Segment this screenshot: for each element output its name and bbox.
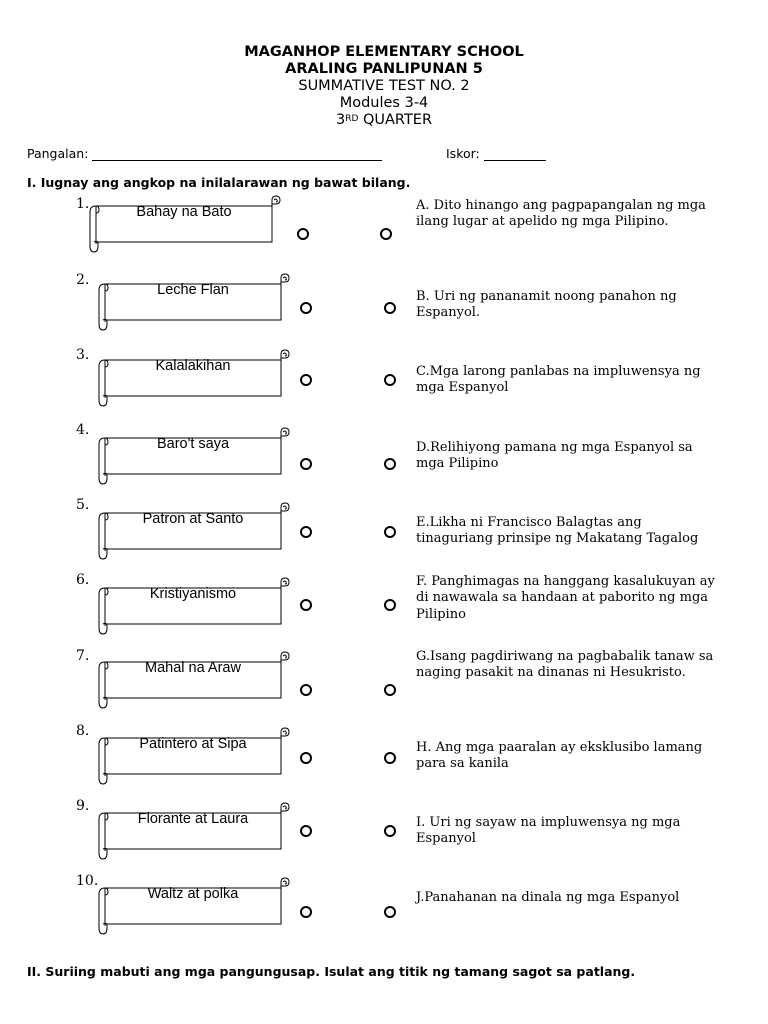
score-field: Iskor: <box>446 146 546 161</box>
part1-instruction: I. Iugnay ang angkop na inilalarawan ng bawat bilang. <box>27 175 411 190</box>
match-dot-left[interactable] <box>300 825 312 837</box>
modules-label: Modules 3-4 <box>339 95 429 111</box>
answer-choice: J.Panahanan na dinala ng mga Espanyol <box>416 890 680 905</box>
item-label: Mahal na Araw <box>145 660 241 676</box>
answer-choice: B. Uri ng pananamit noong panahon ng Espanyol. <box>416 289 677 321</box>
item-label: Leche Flan <box>157 282 229 298</box>
part2-instruction: II. Suriing mabuti ang mga pangungusap. Isulat ang titik ng tamang sagot sa patlang. <box>27 964 636 979</box>
match-dot-right[interactable] <box>384 906 396 918</box>
match-dot-left[interactable] <box>300 526 312 538</box>
item-label: Waltz at polka <box>147 886 239 902</box>
match-dot-left[interactable] <box>300 684 312 696</box>
item-label: Kalalakihan <box>155 358 231 374</box>
match-dot-right[interactable] <box>384 684 396 696</box>
match-dot-right[interactable] <box>380 228 392 240</box>
item-label: Baro't saya <box>156 436 230 452</box>
answer-choice: I. Uri ng sayaw na impluwensya ng mga Espanyol <box>416 815 681 847</box>
test-title: SUMMATIVE TEST NO. 2 <box>298 78 470 94</box>
item-number: 2. <box>76 272 90 288</box>
match-dot-left[interactable] <box>300 302 312 314</box>
match-dot-left[interactable] <box>300 906 312 918</box>
item-number: 4. <box>76 422 90 438</box>
answer-choice: A. Dito hinango ang pagpapangalan ng mga ilang lugar at apelido ng mga Pilipino. <box>416 198 706 230</box>
match-dot-right[interactable] <box>384 302 396 314</box>
item-number: 6. <box>76 572 90 588</box>
item-number: 1. <box>76 196 90 212</box>
item-label: Florante at Laura <box>137 811 249 827</box>
item-number: 8. <box>76 723 90 739</box>
match-dot-left[interactable] <box>300 458 312 470</box>
match-dot-right[interactable] <box>384 599 396 611</box>
item-number: 10. <box>76 873 99 889</box>
match-dot-right[interactable] <box>384 825 396 837</box>
answer-choice: H. Ang mga paaralan ay eksklusibo lamang para sa kanila <box>416 740 703 772</box>
match-dot-right[interactable] <box>384 374 396 386</box>
answer-choice: G.Isang pagdiriwang na pagbabalik tanaw sa naging pasakit na dinanas ni Hesukristo. <box>416 649 714 681</box>
school-name: MAGANHOP ELEMENTARY SCHOOL <box>244 44 524 60</box>
item-number: 5. <box>76 497 90 513</box>
item-label: Bahay na Bato <box>136 204 232 220</box>
item-number: 9. <box>76 798 90 814</box>
match-dot-right[interactable] <box>384 526 396 538</box>
item-label: Kristiyanismo <box>149 586 237 602</box>
quarter-label: 3RD QUARTER <box>335 112 433 128</box>
match-dot-left[interactable] <box>300 752 312 764</box>
item-label: Patintero at Sipa <box>139 736 247 752</box>
subject-title: ARALING PANLIPUNAN 5 <box>285 61 483 77</box>
match-dot-right[interactable] <box>384 458 396 470</box>
item-label: Patron at Santo <box>142 511 244 527</box>
answer-choice: F. Panghimagas na hanggang kasalukuyan ay di nawawala sa handaan at paborito ng mga Pilipino <box>416 574 715 622</box>
score-blank[interactable] <box>484 148 546 161</box>
item-number: 7. <box>76 648 90 664</box>
match-dot-left[interactable] <box>297 228 309 240</box>
match-dot-left[interactable] <box>300 374 312 386</box>
item-number: 3. <box>76 347 90 363</box>
answer-choice: C.Mga larong panlabas na impluwensya ng mga Espanyol <box>416 364 701 396</box>
answer-choice: D.Relihiyong pamana ng mga Espanyol sa mga Pilipino <box>416 440 693 472</box>
name-field: Pangalan: <box>27 146 382 161</box>
match-dot-right[interactable] <box>384 752 396 764</box>
answer-choice: E.Likha ni Francisco Balagtas ang tinaguriang prinsipe ng Makatang Tagalog <box>416 515 699 547</box>
match-dot-left[interactable] <box>300 599 312 611</box>
name-blank[interactable] <box>92 148 382 161</box>
